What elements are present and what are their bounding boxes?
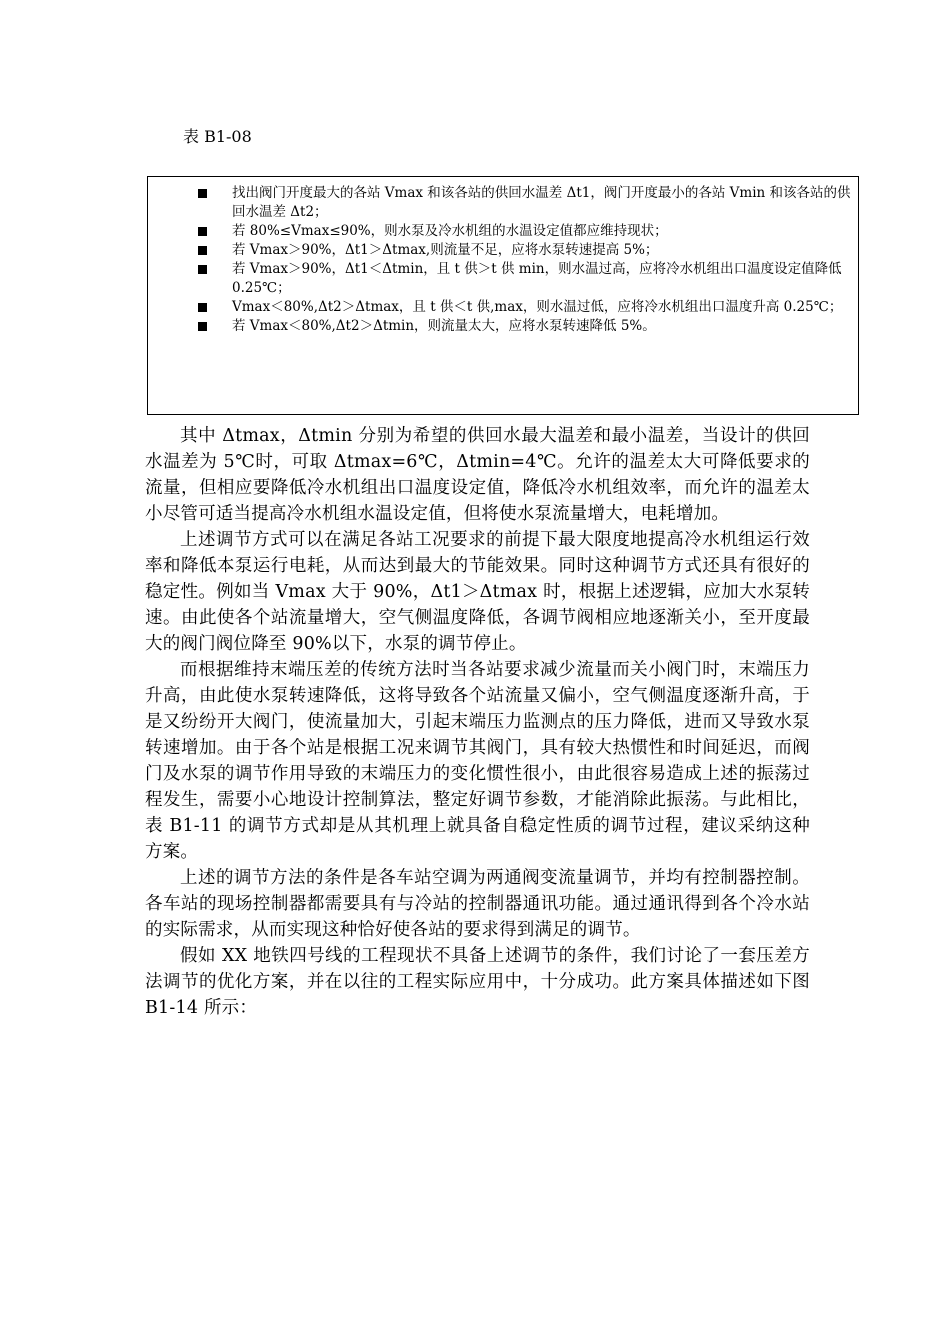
bullet-square-icon bbox=[198, 189, 207, 198]
rules-box bbox=[147, 176, 859, 415]
rule-text: 若 80%≤Vmax≤90%，则水泵及冷水机组的水温设定值都应维持现状； bbox=[232, 223, 668, 239]
rule-item bbox=[196, 184, 851, 222]
rule-item bbox=[196, 222, 851, 241]
bullet-square-icon bbox=[198, 265, 207, 274]
paragraph: 假如 XX 地铁四号线的工程现状不具备上述调节的条件，我们讨论了一套压差方法调节的优化方案，并在以往的工程实际应用中，十分成功。此方案具体描述如下图 B1-14 所示： bbox=[145, 946, 810, 1018]
bullet-square-icon bbox=[198, 246, 207, 255]
paragraph: 上述调节方式可以在满足各站工况要求的前提下最大限度地提高冷水机组运行效率和降低本泵运行电耗，从而达到最大的节能效果。同时这种调节方式还具有很好的稳定性。例如当 Vmax 大于 90%，Δt1＞Δtmax 时，根据上述逻辑，应加大水泵转速。由此使各个站流量增大，空气侧温度降低，各调节阀相应地逐渐关小，至开度最大的阀门阀位降至 90%以下，水泵的调节停止。 bbox=[145, 530, 810, 654]
rules-list bbox=[196, 184, 851, 336]
rule-text: 若 Vmax＞90%，Δt1＞Δtmax,则流量不足，应将水泵转速提高 5%； bbox=[232, 242, 659, 258]
body-text bbox=[145, 423, 810, 1021]
paragraph: 其中 Δtmax，Δtmin 分别为希望的供回水最大温差和最小温差，当设计的供回水温差为 5℃时，可取 Δtmax=6℃，Δtmin=4℃。允许的温差太大可降低要求的流量，但相应要降低冷水机组出口温度设定值，降低冷水机组效率，而允许的温差太小尽管可适当提高冷水机组水温设定值，但将使水泵流量增大，电耗增加。 bbox=[145, 426, 810, 524]
paragraph: 而根据维持末端压差的传统方法时当各站要求减少流量而关小阀门时，末端压力升高，由此使水泵转速降低，这将导致各个站流量又偏小，空气侧温度逐渐升高，于是又纷纷开大阀门，使流量加大，引起末端压力监测点的压力降低，进而又导致水泵转速增加。由于各个站是根据工况来调节其阀门，具有较大热惯性和时间延迟，而阀门及水泵的调节作用导致的末端压力的变化惯性很小，由此很容易造成上述的振荡过程发生，需要小心地设计控制算法，整定好调节参数，才能消除此振荡。与此相比，表 B1-11 的调节方式却是从其机理上就具备自稳定性质的调节过程，建议采纳这种方案。 bbox=[145, 660, 810, 862]
rule-item bbox=[196, 298, 851, 317]
rule-text: 找出阀门开度最大的各站 Vmax 和该各站的供回水温差 Δt1，阀门开度最小的各站 Vmin 和该各站的供回水温差 Δt2； bbox=[232, 185, 851, 220]
bullet-square-icon bbox=[198, 227, 207, 236]
rule-item bbox=[196, 260, 851, 298]
rule-text: 若 Vmax＜80%,Δt2＞Δtmin，则流量太大，应将水泵转速降低 5%。 bbox=[232, 318, 656, 334]
bullet-square-icon bbox=[198, 303, 207, 312]
paragraph: 上述的调节方法的条件是各车站空调为两通阀变流量调节，并均有控制器控制。各车站的现场控制器都需要具有与冷站的控制器通讯功能。通过通讯得到各个冷水站的实际需求，从而实现这种恰好使各站的要求得到满足的调节。 bbox=[145, 868, 810, 940]
rule-text: Vmax＜80%,Δt2＞Δtmax，且 t 供＜t 供,max，则水温过低，应将冷水机组出口温度升高 0.25℃； bbox=[232, 299, 843, 315]
rule-item bbox=[196, 241, 851, 260]
bullet-square-icon bbox=[198, 322, 207, 331]
table-label: 表 B1-08 bbox=[183, 127, 252, 146]
rule-item bbox=[196, 317, 851, 336]
rule-text: 若 Vmax＞90%，Δt1＜Δtmin，且 t 供＞t 供 min，则水温过高，应将冷水机组出口温度设定值降低 0.25℃； bbox=[232, 261, 842, 296]
